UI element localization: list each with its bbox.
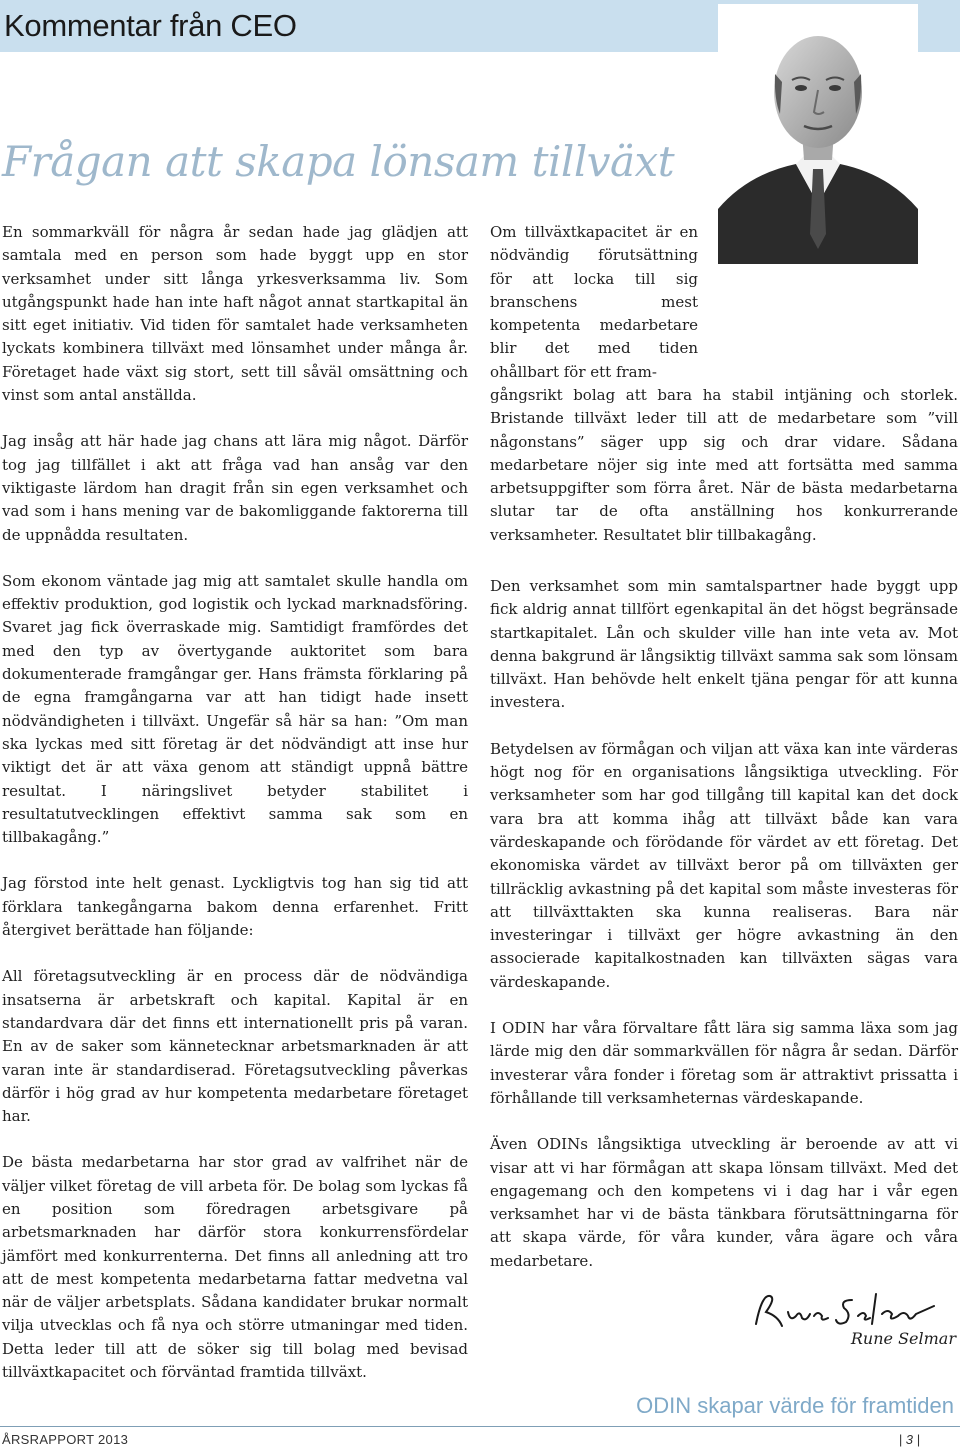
signatory-name: Rune Selmar bbox=[850, 1329, 956, 1348]
paragraph: Betydelsen av förmågan och viljan att växa kan inte värderas högt nog för en organisations långsiktiga utveckling. För verksamheter som har god tillgång till kapital kan det dock vara bra att komma ihåg att tillväxt både kan vara värdeskapande och förödande för värdet av ett företag. Det ekonomiska värdet av tillväxt beror på om tillväxten ger tillräcklig avkastning på det kapital som måste investeras för att tillväxttakten ska kunna realiseras. Bara när investeringar i tillväxt ger högre avkastning än den associerade kapitalkostnaden kan tillväxten sägas vara värdeskapande. bbox=[490, 739, 958, 991]
report-label: ÅRSRAPPORT 2013 bbox=[2, 1432, 129, 1447]
paragraph: All företagsutveckling är en process där de nödvändiga insatserna är arbetskraft och kapital. Kapital är en standardvara där det finns ett internationellt pris på varan. En av de saker som kännetecknar arbetsmarknaden är att varan inte är standardiserad. Företagsutveckling påverkas därför i hög grad av hur kompetenta medarbetare företaget har. bbox=[2, 967, 468, 1126]
paragraph: Jag förstod inte helt genast. Lyckligtvis tog han sig tid att förklara tankegångarna bakom denna erfarenhet. Fritt återgivet berättade han följande: bbox=[2, 874, 468, 940]
ceo-portrait bbox=[718, 4, 918, 264]
page-number: | 3 | bbox=[898, 1432, 920, 1447]
right-intro-full: gångsrikt bolag att bara ha stabil intjäning och storlek. Bristande tillväxt leder till att de medarbetare som ”vill någonstans” säger upp sig och drar vidare. Sådana medarbetare nöjer sig inte med att fortsätta med samma arbetsuppgifter som förra året. När de bästa medarbetarna slutar tar de ofta anställning hos konkurrerande verksamheter. Resultatet blir tillbakagång. bbox=[490, 386, 958, 544]
left-column bbox=[2, 221, 468, 1407]
section-title: Kommentar från CEO bbox=[4, 8, 297, 43]
footer-slogan: ODIN skapar värde för framtiden bbox=[636, 1393, 954, 1418]
paragraph: En sommarkväll för några år sedan hade jag glädjen att samtala med en person som hade byggt upp en stor verksamhet under sitt långa yrkesverksamma liv. Som utgångspunkt hade han inte haft något annat startkapital än sitt eget initiativ. Vid tiden för samtalet hade verksamheten lyckats kombinera tillväxt med lönsamhet under många år. Företaget hade växt sig stort, sett till såväl omsättning och vinst som antal anställda. bbox=[2, 223, 468, 405]
right-column bbox=[490, 575, 958, 1296]
handwritten-signature-icon bbox=[748, 1286, 960, 1334]
article-headline: Frågan att skapa lönsam tillväxt bbox=[2, 137, 675, 186]
paragraph: Som ekonom väntade jag mig att samtalet skulle handla om effektiv produktion, god logistik och lyckad marknadsföring. Svaret jag fick överraskade mig. Samtidigt framfördes det med den typ av övertygande auktoritet som bara dokumenterade framgångar ger. Hans främsta förklaring på de egna framgångarna var att han tidigt hade insett nödvändigheten i tillväxt. Ungefär så här sa han: ”Om man ska lyckas med sitt företag är det nödvändigt att inse hur viktigt det är att växa genom att ständigt uppnå bättre resultat. I näringslivet betyder stabilitet i resultatutvecklingen effektivt samma sak som en tillbakagång.” bbox=[2, 571, 468, 847]
paragraph: Den verksamhet som min samtalspartner hade byggt upp fick aldrig annat tillfört egenkapital än det högst begränsade startkapitalet. Lån och skulder ville han inte veta av. Mot denna bakgrund är långsiktig tillväxt samma sak som lönsam tillväxt. Han behövde helt enkelt tjäna pengar för att kunna investera. bbox=[490, 577, 958, 712]
footer-divider bbox=[0, 1426, 960, 1427]
ceo-portrait-icon bbox=[718, 4, 918, 264]
right-intro-narrow: Om tillväxtkapacitet är en nödvändig förutsättning för att locka till sig branschens mest kompetenta medarbetare blir det med tiden ohållbart för ett fram- bbox=[490, 223, 698, 381]
signature bbox=[748, 1286, 960, 1334]
paragraph: De bästa medarbetarna har stor grad av valfrihet när de väljer vilket företag de vill arbeta för. De bolag som lyckas få en position som föredragen arbetsgivare på arbetsmarknaden har därför stora konkurrensfördelar jämfört med konkurrenterna. Det finns all anledning att tro att de mest kompetenta medarbetarna fattar medvetna val när de väljer arbetsplats. Sådana kandidater brukar normalt vilja utvecklas och få nya och större utmaningar med tiden. Detta leder till att de söker sig till bolag med bevisad tillväxtkapacitet och förväntad framtida tillväxt. bbox=[2, 1153, 468, 1382]
paragraph: I ODIN har våra förvaltare fått lära sig samma läxa som jag lärde mig den där sommarkvällen för några år sedan. Därför investerar våra fonder i företag som är attraktivt prissatta i förhållande till verksamheternas värdeskapande. bbox=[490, 1019, 958, 1107]
paragraph: Även ODINs långsiktiga utveckling är beroende av att vi visar att vi har förmågan att skapa lönsam tillväxt. Med det engagemang och den kompetens vi i dag har i vår egen verksamhet har vi de bästa tänkbara förutsättningarna för att skapa värde, för våra kunder, våra ägare och våra medarbetare. bbox=[490, 1135, 958, 1270]
paragraph: Jag insåg att här hade jag chans att lära mig något. Därför tog jag tillfället i akt att fråga vad han ansåg var den viktigaste lärdom han dragit från sin egen verksamhet och vad som i hans mening var de bakomliggande faktorerna till de uppnådda resultaten. bbox=[2, 432, 468, 544]
